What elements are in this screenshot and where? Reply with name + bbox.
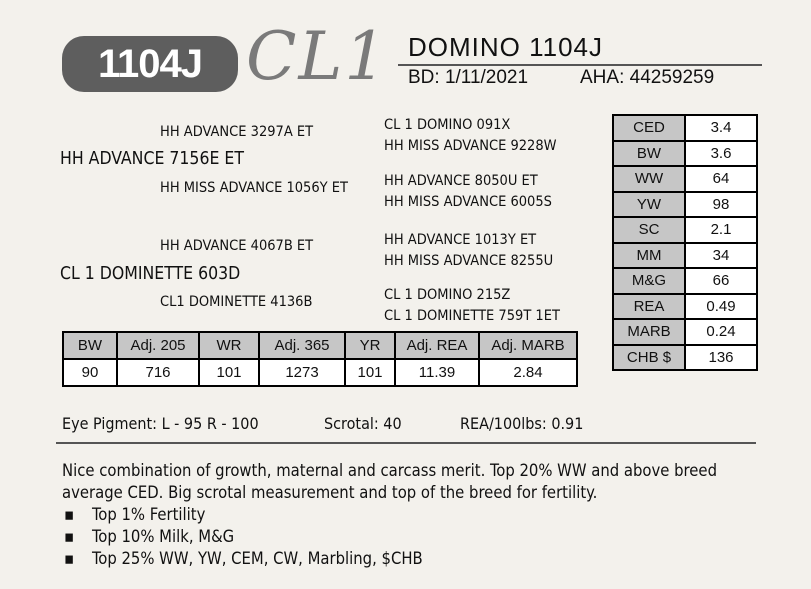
sire-dam: HH MISS ADVANCE 1056Y ET — [160, 180, 348, 196]
performance-value-row — [63, 359, 577, 386]
perf-header: Adj. MARB — [479, 332, 577, 359]
perf-value: 11.39 — [395, 359, 479, 386]
animal-name: DOMINO 1104J — [408, 32, 604, 62]
epd-row — [613, 294, 757, 320]
performance-header-row — [63, 332, 577, 359]
epd-label: WW — [613, 166, 685, 192]
epd-value: 64 — [685, 166, 757, 192]
epd-row — [613, 141, 757, 167]
epd-row — [613, 345, 757, 371]
perf-header: Adj. REA — [395, 332, 479, 359]
epd-value: 3.6 — [685, 141, 757, 167]
dam-dam-sire: CL 1 DOMINO 215Z — [384, 287, 511, 303]
bullet-text: Top 10% Milk, M&G — [92, 527, 235, 546]
performance-table — [62, 331, 578, 387]
bullet-item — [64, 527, 234, 546]
epd-row — [613, 115, 757, 141]
eye-pigment: Eye Pigment: L - 95 R - 100 — [62, 414, 259, 433]
sire: HH ADVANCE 7156E ET — [60, 149, 244, 169]
sire-dam-sire: HH ADVANCE 8050U ET — [384, 173, 538, 189]
perf-value: 90 — [63, 359, 117, 386]
epd-value: 34 — [685, 243, 757, 269]
sire-sire-sire: CL 1 DOMINO 091X — [384, 117, 511, 133]
epd-value: 0.49 — [685, 294, 757, 320]
dam-dam-dam: CL 1 DOMINETTE 759T 1ET — [384, 308, 560, 324]
bullet-item — [64, 505, 205, 524]
description: Nice combination of growth, maternal and carcass merit. Top 20% WW and above breed average CED. Big scrotal measurement and top of the breed for fertility. — [62, 461, 717, 502]
epd-label: M&G — [613, 268, 685, 294]
perf-header: YR — [345, 332, 395, 359]
epd-row — [613, 166, 757, 192]
epd-label: CED — [613, 115, 685, 141]
epd-value: 2.1 — [685, 217, 757, 243]
perf-value: 2.84 — [479, 359, 577, 386]
epd-row — [613, 243, 757, 269]
birth-date: BD: 1/11/2021 — [408, 67, 529, 88]
epd-label: YW — [613, 192, 685, 218]
epd-row — [613, 217, 757, 243]
perf-value: 101 — [345, 359, 395, 386]
epd-row — [613, 192, 757, 218]
perf-value: 1273 — [259, 359, 345, 386]
dam-sire-sire: HH ADVANCE 1013Y ET — [384, 232, 537, 248]
epd-label: REA — [613, 294, 685, 320]
sire-sire: HH ADVANCE 3297A ET — [160, 124, 314, 140]
epd-value: 0.24 — [685, 319, 757, 345]
epd-label: MARB — [613, 319, 685, 345]
bullet-text: Top 25% WW, YW, CEM, CW, Marbling, $CHB — [92, 549, 423, 568]
scrotal-measure: Scrotal: 40 — [324, 414, 402, 433]
section-divider — [56, 442, 756, 444]
sire-sire-dam: HH MISS ADVANCE 9228W — [384, 138, 557, 154]
epd-value: 98 — [685, 192, 757, 218]
dam-sire: HH ADVANCE 4067B ET — [160, 238, 314, 254]
epd-label: SC — [613, 217, 685, 243]
bullet-item — [64, 549, 423, 568]
epd-value: 136 — [685, 345, 757, 371]
epd-value: 66 — [685, 268, 757, 294]
perf-value: 716 — [117, 359, 199, 386]
bullet-icon: ▪ — [64, 505, 75, 524]
epd-row — [613, 319, 757, 345]
epd-value: 3.4 — [685, 115, 757, 141]
dam: CL 1 DOMINETTE 603D — [60, 264, 241, 284]
dam-sire-dam: HH MISS ADVANCE 8255U — [384, 253, 554, 269]
aha-registration: AHA: 44259259 — [580, 67, 715, 88]
dam-dam: CL1 DOMINETTE 4136B — [160, 294, 313, 310]
bullet-icon: ▪ — [64, 527, 75, 546]
epd-table — [612, 114, 758, 371]
epd-label: BW — [613, 141, 685, 167]
header-divider — [398, 64, 762, 66]
bullet-icon: ▪ — [64, 549, 75, 568]
perf-header: Adj. 365 — [259, 332, 345, 359]
epd-label: CHB $ — [613, 345, 685, 371]
epd-label: MM — [613, 243, 685, 269]
perf-header: BW — [63, 332, 117, 359]
brand-logo: CL1 — [246, 18, 389, 95]
perf-header: Adj. 205 — [117, 332, 199, 359]
epd-row — [613, 268, 757, 294]
perf-header: WR — [199, 332, 259, 359]
rea-per-100lbs: REA/100lbs: 0.91 — [460, 414, 584, 433]
sire-dam-dam: HH MISS ADVANCE 6005S — [384, 194, 552, 210]
bullet-text: Top 1% Fertility — [92, 505, 206, 524]
perf-value: 101 — [199, 359, 259, 386]
lot-number-badge: 1104J — [62, 36, 238, 92]
